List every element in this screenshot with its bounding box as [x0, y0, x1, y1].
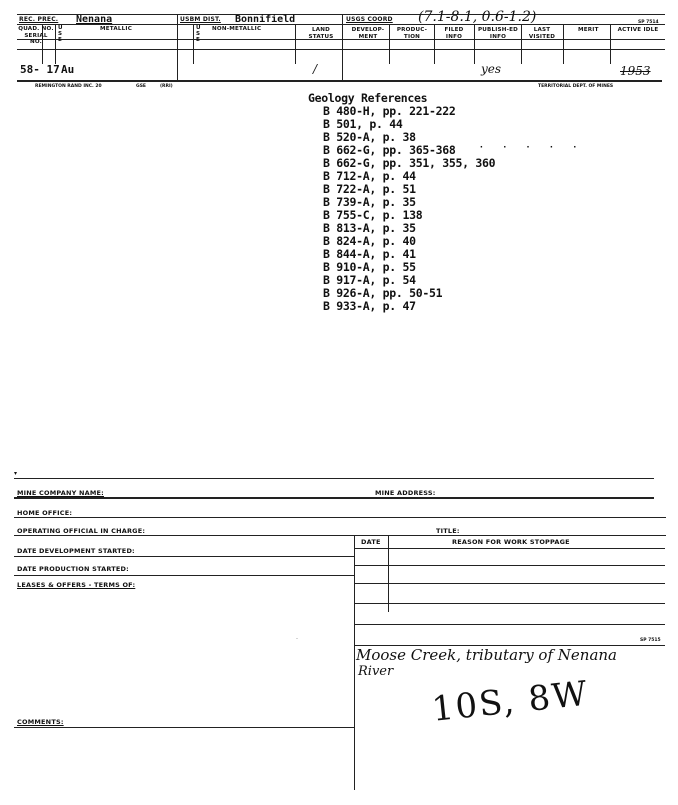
land-status-header: LAND STATUS	[308, 27, 334, 40]
use-letter-e: E	[58, 37, 63, 43]
published-info-header: PUBLISH-ED INFO	[477, 27, 519, 40]
form-number-top: SP 7514	[638, 20, 659, 25]
reference-item: B 933-A, p. 47	[323, 299, 416, 313]
geology-references-heading: Geology References	[308, 91, 428, 105]
last-visited-value: 1953	[620, 64, 651, 78]
operating-official-label: OPERATING OFFICIAL IN CHARGE:	[17, 527, 146, 535]
quad-serial-header	[18, 26, 54, 46]
location-line-1: Moose Creek, tributary of Nenana	[356, 646, 617, 664]
last-visited-header: LAST VISITED	[528, 27, 556, 40]
prod-started-label: DATE PRODUCTION STARTED:	[17, 565, 129, 573]
production-header: PRODUC-TION	[396, 27, 428, 40]
dot-marks: ·····	[480, 142, 597, 153]
reason-header: REASON FOR WORK STOPPAGE	[452, 538, 570, 546]
usbm-dist-label: USBM DIST.	[180, 16, 221, 23]
date-header: DATE	[361, 538, 381, 546]
use-letter-u: U	[58, 25, 63, 31]
published-value: yes	[481, 62, 502, 76]
reference-item: B 824-A, p. 40	[323, 234, 416, 248]
quad-serial-value: 58- 17	[20, 63, 60, 76]
mine-company-label: MINE COMPANY NAME:	[17, 489, 104, 497]
use-letter-s: S	[58, 31, 63, 37]
rec-prec-label: REC. PREC.	[19, 16, 59, 23]
reference-item: B 926-A, pp. 50-51	[323, 286, 443, 300]
reference-item: B 910-A, p. 55	[323, 260, 416, 274]
location-line-2: River	[358, 664, 394, 679]
quad-no-label: QUAD. NO. SERIAL NO.	[18, 26, 54, 45]
mine-address-label: MINE ADDRESS:	[375, 489, 436, 497]
code-rri: (RRI)	[160, 84, 173, 89]
code-gse: GSE	[136, 84, 147, 89]
use-letter-s2: S	[196, 31, 201, 37]
reference-item: B 520-A, p. 38	[323, 130, 416, 144]
reference-item: B 662-G, pp. 365-368	[323, 143, 456, 157]
reference-item: B 813-A, p. 35	[323, 221, 416, 235]
active-idle-header: ACTIVE IDLE	[617, 27, 659, 33]
reference-item: B 722-A, p. 51	[323, 182, 416, 196]
comments-label: COMMENTS:	[17, 718, 64, 726]
merit-header: MERIT	[578, 27, 599, 33]
reference-item: B 712-A, p. 44	[323, 169, 416, 183]
reference-item: B 917-A, p. 54	[323, 273, 416, 287]
metallic-value: Au	[61, 63, 75, 76]
filed-info-header: FILED INFO	[444, 27, 464, 40]
non-metallic-header: NON-METALLIC	[212, 26, 262, 32]
home-office-label: HOME OFFICE:	[17, 509, 73, 517]
usgs-coord-value: (7.1-8.1, 0.6-1.2)	[418, 9, 537, 25]
title-label: TITLE:	[436, 527, 460, 535]
land-status-value: /	[313, 62, 318, 76]
reference-item: B 662-G, pp. 351, 355, 360	[323, 156, 496, 170]
reference-item: B 844-A, p. 41	[323, 247, 416, 261]
territorial-dept: TERRITORIAL DEPT. OF MINES	[538, 84, 614, 89]
use-letter-e2: E	[196, 37, 201, 43]
township-range: 10S, 8W	[430, 673, 591, 730]
usbm-dist-value: Bonnifield	[235, 14, 296, 25]
development-header: DEVELOP-MENT	[351, 27, 385, 40]
usgs-coord-label: USGS COORD	[346, 16, 393, 23]
reference-item: B 739-A, p. 35	[323, 195, 416, 209]
metallic-header: METALLIC	[100, 26, 133, 32]
rec-prec-value: Nenana	[76, 14, 113, 25]
printer-imprint: REMINGTON RAND INC. 20	[35, 84, 102, 89]
dev-started-label: DATE DEVELOPMENT STARTED:	[17, 547, 135, 555]
reference-item: B 755-C, p. 138	[323, 208, 423, 222]
leases-label: LEASES & OFFERS - TERMS OF:	[17, 581, 136, 589]
reference-item: B 501, p. 44	[323, 117, 403, 131]
form-number-bottom: SP 7515	[640, 638, 661, 643]
reference-item: B 480-H, pp. 221-222	[323, 104, 456, 118]
use-letter-u2: U	[196, 25, 201, 31]
